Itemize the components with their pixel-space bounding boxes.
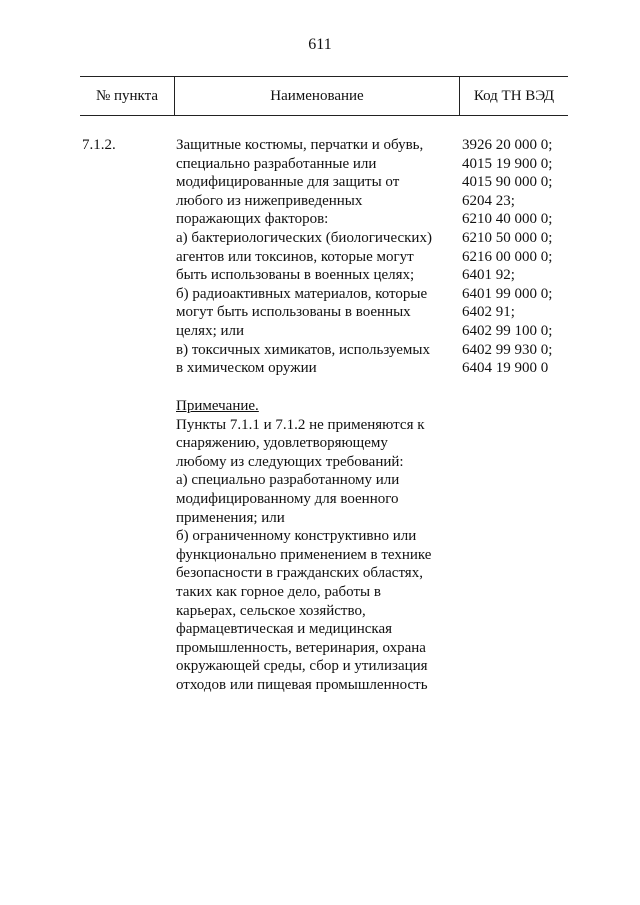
code-entry: 3926 20 000 0; <box>462 137 553 153</box>
item-name-line: могут быть использованы в военных <box>176 304 411 321</box>
item-name-line: целях; или <box>176 322 245 339</box>
note-line: Пункты 7.1.1 и 7.1.2 не применяются к <box>176 416 425 433</box>
note-block <box>176 397 466 695</box>
note-line: таких как горное дело, работы в <box>176 583 381 600</box>
item-name-line: Защитные костюмы, перчатки и обувь, <box>176 137 424 153</box>
note-line: окружающей среды, сбор и утилизация <box>176 658 428 675</box>
column-header-code: Код ТН ВЭД <box>473 88 555 104</box>
item-name-line: а) бактериологических (биологических) <box>176 229 432 246</box>
note-line: снаряжению, удовлетворяющему <box>176 435 388 452</box>
code-entry: 6401 99 000 0; <box>462 285 553 302</box>
item-name-line: агентов или токсинов, которые могут <box>176 248 414 265</box>
note-line: карьерах, сельское хозяйство, <box>176 602 366 619</box>
code-entry: 6402 99 100 0; <box>462 322 553 339</box>
note-line: модифицированному для военного <box>176 490 399 507</box>
page-number: 611 <box>308 36 332 53</box>
item-name-line: любого из нижеприведенных <box>176 192 363 209</box>
item-name-line: быть использованы в военных целях; <box>176 267 415 284</box>
code-entry: 6401 92; <box>462 267 515 284</box>
item-name-line: в) токсичных химикатов, используемых <box>176 341 430 358</box>
item-name-cell <box>176 136 458 378</box>
note-line: любому из следующих требований: <box>176 453 404 470</box>
code-entry: 6210 40 000 0; <box>462 211 553 228</box>
code-entry: 6210 50 000 0; <box>462 229 553 246</box>
code-entry: 6402 91; <box>462 304 515 321</box>
code-entry: 4015 19 900 0; <box>462 155 553 172</box>
note-line: промышленность, ветеринария, охрана <box>176 639 426 656</box>
code-entry: 4015 90 000 0; <box>462 174 553 191</box>
item-name-line: б) радиоактивных материалов, которые <box>176 285 428 302</box>
column-header-item-number: № пункта <box>95 88 159 104</box>
note-line: фармацевтическая и медицинская <box>176 621 393 638</box>
table-header-rule <box>80 115 568 116</box>
note-title: Примечание. <box>176 398 259 414</box>
note-line: функционально применением в технике <box>176 546 432 563</box>
item-number-cell: 7.1.2. <box>82 137 116 153</box>
item-name-line: модифицированные для защиты от <box>176 174 400 191</box>
item-code-cell <box>462 136 572 378</box>
item-name-line: поражающих факторов: <box>176 211 329 228</box>
item-name-line: специально разработанные или <box>176 155 377 172</box>
note-line: б) ограниченному конструктивно или <box>176 528 417 545</box>
note-line: а) специально разработанному или <box>176 472 400 489</box>
code-entry: 6404 19 900 0 <box>462 360 549 377</box>
code-entry: 6204 23; <box>462 192 515 209</box>
code-entry: 6216 00 000 0; <box>462 248 553 265</box>
table-top-rule <box>80 76 568 77</box>
item-name-line: в химическом оружии <box>176 360 317 377</box>
note-line: безопасности в гражданских областях, <box>176 565 423 582</box>
column-header-name: Наименование <box>270 88 364 104</box>
note-line: применения; или <box>176 509 285 526</box>
code-entry: 6402 99 930 0; <box>462 341 553 358</box>
note-line: отходов или пищевая промышленность <box>176 676 428 693</box>
